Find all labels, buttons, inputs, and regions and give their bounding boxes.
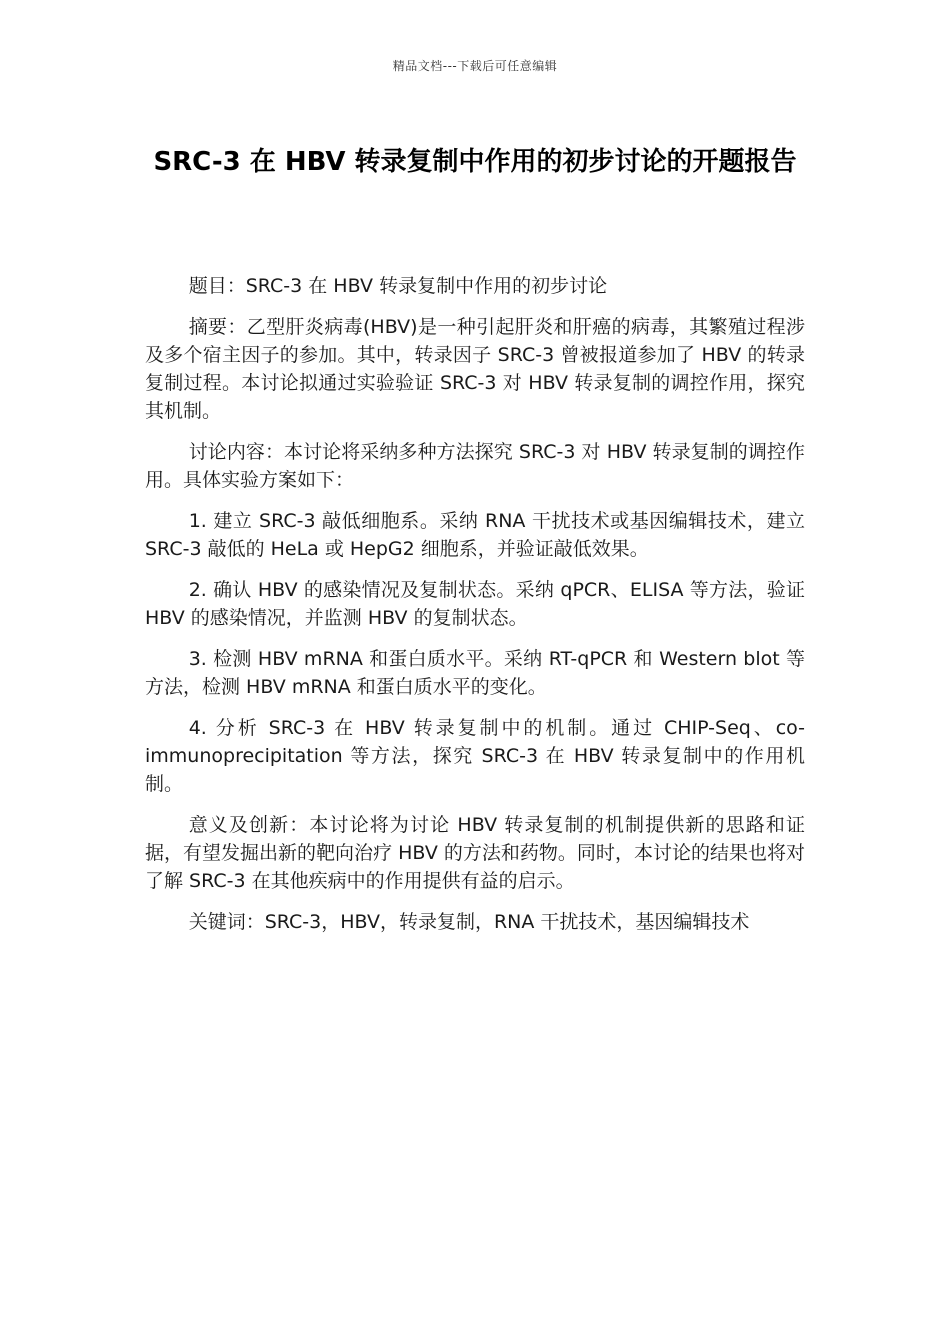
paragraph-abstract: 摘要：乙型肝炎病毒(HBV)是一种引起肝炎和肝癌的病毒，其繁殖过程涉及多个宿主因子的参加。其中，转录因子 SRC-3 曾被报道参加了 HBV 的转录复制过程。本讨论拟通过实验验证 SRC-3 对 HBV 转录复制的调控作用，探究其机制。 <box>145 316 805 422</box>
paragraph-significance: 意义及创新：本讨论将为讨论 HBV 转录复制的机制提供新的思路和证据，有望发掘出新的靶向治疗 HBV 的方法和药物。同时，本讨论的结果也将对了解 SRC-3 在其他疾病中的作用提供有益的启示。 <box>145 814 805 892</box>
paragraph-topic: 题目：SRC-3 在 HBV 转录复制中作用的初步讨论 <box>188 275 608 297</box>
paragraph-keywords: 关键词：SRC-3，HBV，转录复制，RNA 干扰技术，基因编辑技术 <box>188 911 750 933</box>
document-body <box>145 272 805 949</box>
document-title: SRC-3 在 HBV 转录复制中作用的初步讨论的开题报告 <box>153 147 797 177</box>
paragraph-step-3: 3. 检测 HBV mRNA 和蛋白质水平。采纳 RT-qPCR 和 Western blot 等方法，检测 HBV mRNA 和蛋白质水平的变化。 <box>145 648 805 698</box>
header-watermark: 精品文档---下载后可任意编辑 <box>392 59 558 73</box>
paragraph-step-4: 4. 分析 SRC-3 在 HBV 转录复制中的机制。通过 CHIP-Seq、co-immunoprecipitation 等方法，探究 SRC-3 在 HBV 转录复制中的作用机制。 <box>145 717 805 795</box>
paragraph-step-1: 1. 建立 SRC-3 敲低细胞系。采纳 RNA 干扰技术或基因编辑技术，建立 SRC-3 敲低的 HeLa 或 HepG2 细胞系，并验证敲低效果。 <box>145 510 805 560</box>
paragraph-research-content: 讨论内容：本讨论将采纳多种方法探究 SRC-3 对 HBV 转录复制的调控作用。具体实验方案如下： <box>145 441 805 491</box>
paragraph-step-2: 2. 确认 HBV 的感染情况及复制状态。采纳 qPCR、ELISA 等方法，验证 HBV 的感染情况，并监测 HBV 的复制状态。 <box>145 579 805 629</box>
